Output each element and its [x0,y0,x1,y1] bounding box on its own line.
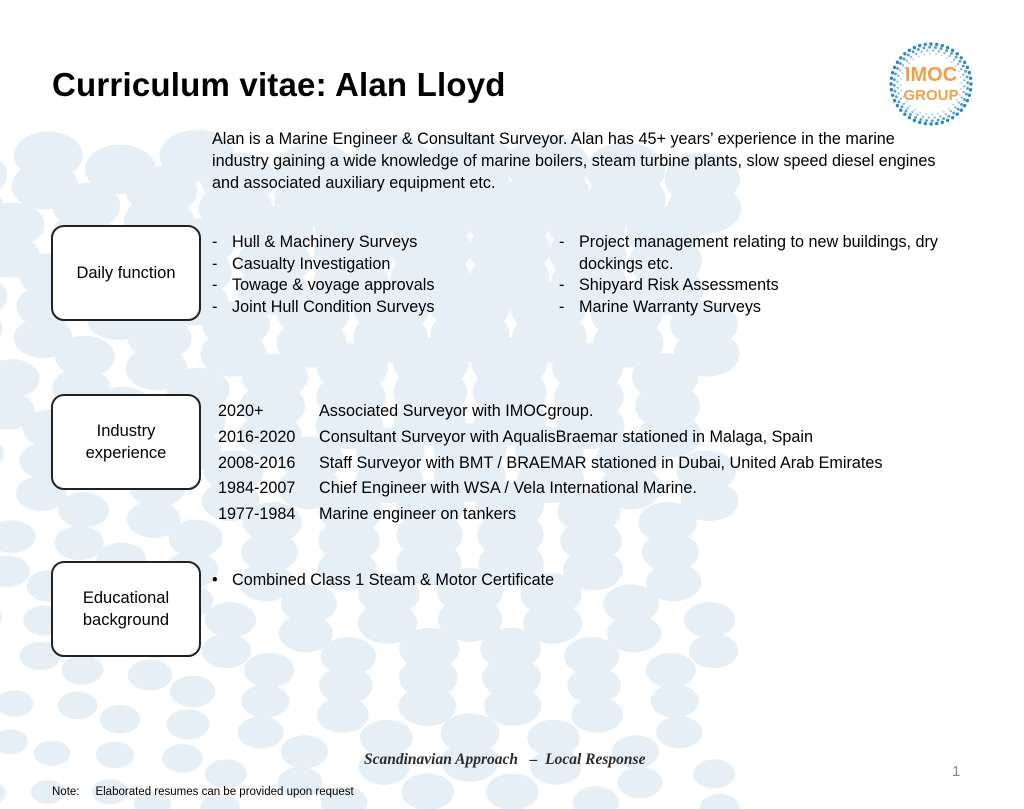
list-item: - Project management relating to new buildings, dry dockings etc. [559,233,939,273]
logo-dot [928,116,930,118]
background-dot [100,705,141,733]
experience-years: 1984-2007 [218,479,296,498]
logo-dot [914,109,916,111]
logo-dot [951,49,954,52]
logo-dot [963,104,966,107]
logo-dot [935,43,938,46]
logo-dot [946,119,949,122]
logo-dot [923,53,925,55]
logo-dot [916,114,918,116]
logo-dot [941,55,943,57]
background-dot [441,713,500,754]
list-item: - Joint Hull Condition Surveys [212,297,435,316]
logo-dot [890,77,893,80]
logo-dot [965,93,968,96]
logo-dot [964,70,967,73]
logo-dot [942,117,945,120]
logo-dot [959,94,961,96]
list-item: - Marine Warranty Surveys [559,297,762,316]
logo-text-line1: IMOC [904,64,958,86]
logo-dot [955,113,958,116]
table-row [218,399,883,425]
logo-dot [893,90,896,93]
page-title: Curriculum vitae: Alan Lloyd [52,66,506,103]
list-item: - Shipyard Risk Assessments [559,276,779,294]
background-dot [170,676,215,708]
logo-dot [966,87,969,90]
background-dot [162,744,203,773]
logo-dot [913,46,916,49]
logo-dot [937,119,940,122]
logo-dot [909,105,911,107]
background-dot [58,692,98,720]
background-dot [0,276,7,317]
logo-dot [955,56,958,59]
list-item: - Towage & voyage approvals [212,276,435,294]
logo-dot [925,113,927,115]
logo-dot [907,54,910,57]
list-item: • Combined Class 1 Steam & Motor Certificate [212,571,555,589]
logo-dot [902,64,904,66]
logo-dot [900,78,902,80]
logo-dot [893,66,896,69]
experience-years: 2016-2020 [218,427,296,446]
logo-dot [920,51,922,53]
logo-dot [943,52,945,54]
background-dot [0,690,34,716]
background-dot [0,603,2,632]
daily-function-list-left [212,232,532,318]
logo-dot [931,119,934,122]
industry-label-line2: experience [85,444,167,462]
logo-dot [918,44,921,47]
logo-dot [931,113,933,115]
logo-dot [914,116,917,119]
logo-dot [941,121,944,124]
table-row [218,502,883,528]
list-item: - Casualty Investigation [212,254,391,273]
logo-dot [913,119,916,122]
background-dot [0,729,28,754]
logo-dot [945,49,948,52]
background-dot [401,773,454,809]
logo-dot [915,53,917,55]
logo-dot [918,55,920,57]
logo-dot [899,69,901,71]
logo-dot [902,72,904,74]
logo-dot [899,108,902,111]
logo-dot [935,122,938,125]
background-dot [646,653,696,688]
logo-dot [899,62,902,65]
daily-function-box [51,225,201,321]
background-dot [700,794,740,809]
table-row [218,425,883,451]
logo-dot [922,115,924,117]
logo-dot [952,104,954,106]
logo-dot [940,47,943,50]
logo-dot [889,82,892,85]
logo-dot [933,116,935,118]
footer-note: Note: Elaborated resumes can be provided upon request [52,786,354,798]
logo-dot [960,76,962,78]
logo-dot [966,99,969,102]
logo-dot [911,111,913,113]
bullet-icon: • [212,571,218,589]
logo-dot [906,60,908,62]
logo-dot [905,110,908,113]
logo-dot [950,110,952,112]
background-dot [0,309,3,349]
logo-dot [890,88,893,91]
logo-dot [960,68,962,70]
logo-dot [963,61,966,64]
background-dot [128,660,173,691]
logo-dot [959,60,962,63]
education-label-line1: Educational [82,589,170,607]
experience-role: Associated Surveyor with IMOCgroup. [319,402,594,420]
background-dot [241,684,289,718]
logo-dot [969,88,972,91]
logo-dot [912,50,915,53]
logo-dot [961,96,963,98]
education-list [212,569,554,591]
logo-dot [903,52,906,55]
background-dot [85,145,156,194]
logo-dot [912,58,914,60]
logo-dot [934,46,937,49]
logo-dot [895,95,898,98]
background-dot [573,786,620,809]
background-dot [651,684,699,718]
industry-experience-box [51,394,201,490]
experience-role: Consultant Surveyor with AqualisBraemar stationed in Malaga, Spain [319,427,813,446]
logo-dot [947,115,950,118]
logo-dot [926,49,928,51]
background-dot [0,152,7,197]
logo-dot [950,52,953,55]
education-label-line2: background [82,611,170,629]
imoc-group-logo [889,41,973,127]
logo-dot [929,53,931,55]
logo-dot [951,116,954,119]
background-dot [281,735,328,768]
logo-dot [966,75,969,78]
logo-dot [903,58,906,61]
page-number: 1 [952,763,961,780]
background-dot [205,759,247,788]
industry-experience-table [218,399,883,528]
background-dot [14,131,83,179]
logo-dot [891,71,894,74]
background-dot [486,773,539,809]
logo-dot [896,81,898,83]
logo-dot [896,86,898,88]
logo-dot [901,105,904,108]
logo-dot [960,88,962,90]
logo-dot [903,113,906,116]
footer-tagline: Scandinavian Approach – Local Response [364,751,646,768]
logo-dot [893,78,896,81]
logo-dot [960,108,963,111]
logo-dot [917,48,920,51]
logo-dot [946,46,949,49]
logo-dot [897,75,899,77]
logo-dot [963,85,965,87]
logo-dot [968,94,971,97]
background-dot [61,655,103,684]
background-dot [34,741,70,766]
logo-dot [957,63,959,65]
background-dot [0,782,6,805]
logo-dot [941,44,944,47]
experience-years: 1977-1984 [218,505,296,524]
background-dot [0,520,36,553]
logo-dot [922,46,925,49]
logo-dot [899,56,902,59]
logo-dot [924,43,927,46]
background-dot [55,526,104,560]
logo-dot [939,115,941,117]
logo-dot [894,72,897,75]
background-dot [0,436,4,471]
logo-dot [954,106,956,108]
logo-dot [896,104,899,107]
logo-dot [896,67,899,70]
background-dot [684,602,735,638]
logo-dot [951,61,953,63]
background-dot [96,742,134,769]
list-item: - Hull & Machinery Surveys [212,233,418,251]
logo-dot [946,57,948,59]
logo-dot [955,52,958,55]
background-dot [166,709,209,739]
logo-dot [957,108,960,111]
logo-dot [969,77,972,80]
logo-dot [960,56,963,59]
logo-dot [919,118,922,121]
logo-dot [966,66,969,69]
logo-dot [962,73,964,75]
logo-dot [928,46,931,49]
table-row [218,451,883,477]
logo-dot [945,113,947,115]
logo-dot [963,98,966,101]
logo-dot [960,82,962,84]
logo-dot [893,99,896,102]
background-dot [656,716,702,748]
table-row [218,476,883,502]
logo-dot [897,100,900,103]
background-dot [617,767,662,799]
logo-dot [932,49,934,51]
logo-text-line2: GROUP [903,87,959,104]
background-dot [238,716,284,748]
logo-dot [919,112,921,114]
daily-function-list-right [559,232,959,318]
experience-years: 2008-2016 [218,453,296,472]
logo-dot [943,111,945,113]
logo-dot [909,113,912,116]
logo-dot [929,122,932,125]
logo-dot [962,65,965,68]
logo-dot [900,84,902,86]
industry-label-line1: Industry [96,422,156,440]
educational-background-box [51,561,201,657]
experience-years: 2020+ [218,402,264,420]
logo-dot [953,59,955,61]
background-dot [202,634,251,668]
logo-dot [910,56,912,58]
logo-dot [896,61,899,64]
logo-dot [900,90,902,92]
logo-dot [929,42,932,45]
logo-dot [907,107,909,109]
logo-dot [952,112,955,115]
background-dot [0,556,30,587]
logo-dot [898,92,900,94]
logo-dot [918,121,921,124]
logo-dot [963,79,965,81]
logo-dot [958,71,960,73]
experience-role: Marine engineer on tankers [319,505,517,524]
logo-dot [948,108,950,110]
logo-dot [938,50,940,52]
intro-paragraph: Alan is a Marine Engineer & Consultant Surveyor. Alan has 45+ years’ experience in the marine industry gaining a wide knowledge of marine boilers, steam turbine plants, slow speed diesel engines and associated auxiliary equipment etc. [212,130,936,192]
background-dot [0,203,45,248]
logo-dot [908,116,911,119]
background-dot [689,634,738,668]
logo-dot [891,94,894,97]
logo-dot [966,81,969,84]
background-dot [205,602,256,638]
logo-dot [893,84,896,87]
daily-function-label: Daily function [76,264,176,282]
logo-dot [935,53,937,55]
experience-role: Chief Engineer with WSA / Vela International Marine. [319,479,697,498]
background-dot [0,359,40,398]
experience-role: Staff Surveyor with BMT / BRAEMAR stationed in Dubai, United Arab Emirates [319,453,883,472]
logo-dot [962,91,964,93]
logo-dot [924,122,927,125]
logo-dot [968,71,971,74]
logo-dot [937,113,939,115]
logo-dot [948,55,950,57]
logo-dot [969,82,972,85]
logo-dot [900,98,902,100]
background-dot [244,653,294,688]
background-dot [693,759,735,788]
logo-dot [960,103,963,106]
logo-dot [925,119,928,122]
logo-dot [908,49,911,52]
